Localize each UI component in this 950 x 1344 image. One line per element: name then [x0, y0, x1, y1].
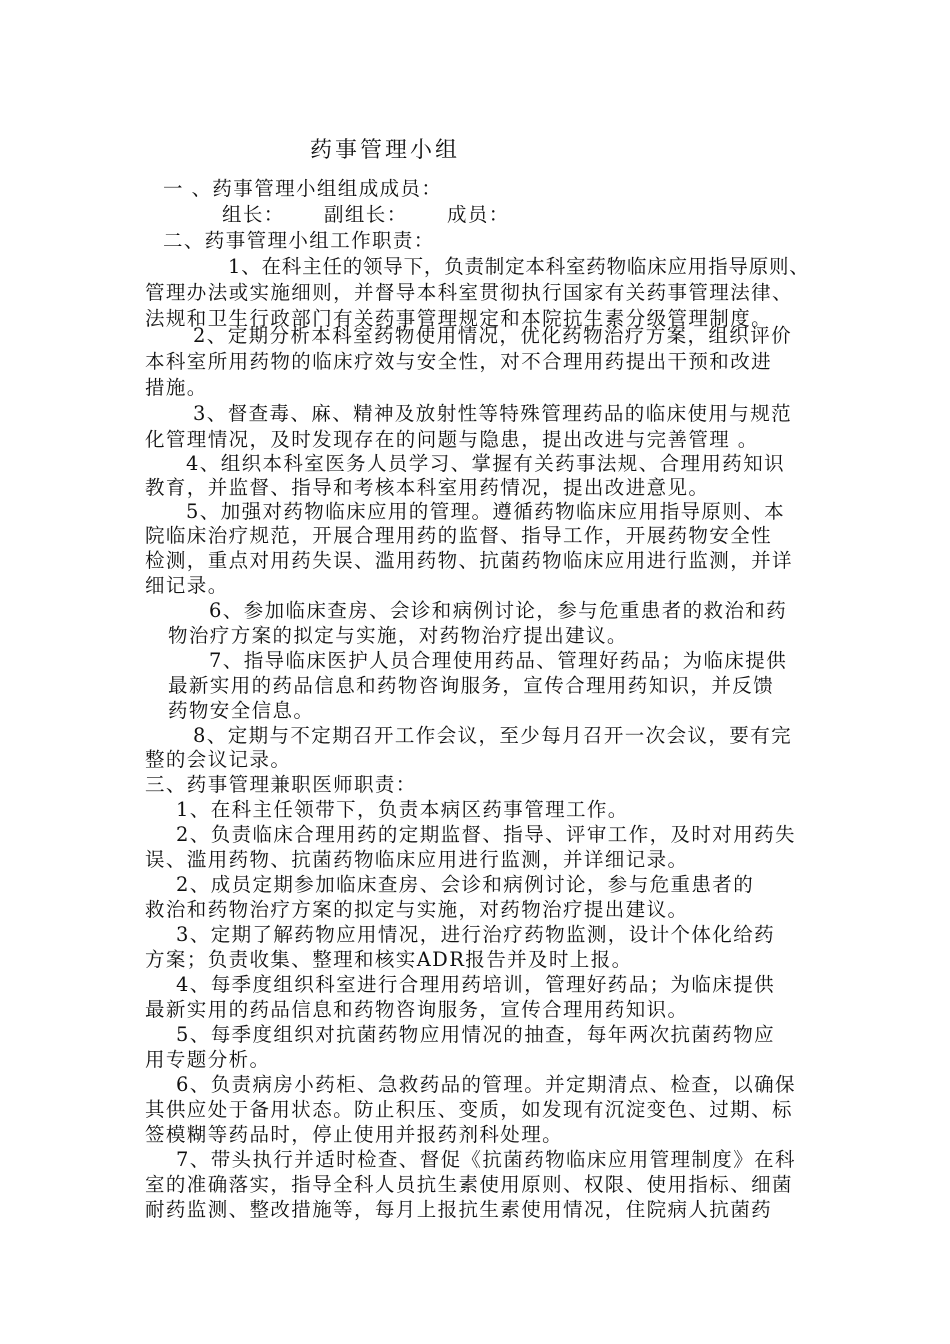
paragraph-line: 4、每季度组织科室进行合理用药培训，管理好药品；为临床提供 — [176, 973, 776, 996]
paragraph-line: 其供应处于备用状态。防止积压、变质，如发现有沉淀变色、过期、标 — [145, 1098, 793, 1121]
paragraph-line: 2、负责临床合理用药的定期监督、指导、评审工作，及时对用药失 — [176, 823, 796, 846]
paragraph-line: 1、在科主任领带下，负责本病区药事管理工作。 — [176, 798, 629, 821]
paragraph-line: 3、督查毒、麻、精神及放射性等特殊管理药品的临床使用与规范 — [193, 402, 793, 425]
paragraph-line: 7、带头执行并适时检查、督促《抗菌药物临床应用管理制度》在科 — [176, 1148, 796, 1171]
paragraph-line: 5、加强对药物临床应用的管理。遵循药物临床应用指导原则、本 — [186, 500, 786, 523]
paragraph-line: 本科室所用药物的临床疗效与安全性，对不合理用药提出干预和改进 — [145, 350, 773, 373]
paragraph-line: 物治疗方案的拟定与实施，对药物治疗提出建议。 — [168, 624, 628, 647]
document-title: 药事管理小组 — [310, 138, 461, 163]
paragraph-line: 院临床治疗规范，开展合理用药的监督、指导工作，开展药物安全性 — [145, 524, 773, 547]
paragraph-line: 2、成员定期参加临床查房、会诊和病例讨论，参与危重患者的 — [176, 873, 755, 896]
paragraph-line: 最新实用的药品信息和药物咨询服务，宣传合理用药知识。 — [145, 998, 689, 1021]
section2-heading: 二、药事管理小组工作职责： — [163, 229, 435, 252]
paragraph-line: 化管理情况，及时发现存在的问题与隐患，提出改进与完善管理 。 — [145, 428, 759, 451]
paragraph-line: 6、参加临床查房、会诊和病例讨论，参与危重患者的救治和药 — [209, 599, 788, 622]
paragraph-line: 药物安全信息。 — [168, 699, 315, 722]
deputy-leader-label: 副组长： — [324, 203, 408, 226]
leader-label: 组长： — [222, 203, 285, 226]
paragraph-line: 3、定期了解药物应用情况，进行治疗药物监测，设计个体化给药 — [176, 923, 776, 946]
paragraph-line: 4、组织本科室医务人员学习、掌握有关药事法规、合理用药知识 — [186, 452, 786, 475]
paragraph-line: 方案；负责收集、整理和核实ADR报告并及时上报。 — [145, 948, 633, 971]
paragraph-line: 检测，重点对用药失误、滥用药物、抗菌药物临床应用进行监测，并详 — [145, 549, 793, 572]
paragraph-line: 措施。 — [145, 376, 208, 399]
paragraph-line: 救治和药物治疗方案的拟定与实施，对药物治疗提出建议。 — [145, 898, 689, 921]
paragraph-line: 耐药监测、整改措施等，每月上报抗生素使用情况，住院病人抗菌药 — [145, 1198, 773, 1221]
paragraph-line: 法规和卫生行政部门有关药事管理规定和本院抗生素分级管理制度。 — [145, 307, 773, 330]
paragraph-line: 整的会议记录。 — [145, 748, 292, 771]
section3-heading: 三、药事管理兼职医师职责： — [145, 773, 417, 796]
member-label: 成员： — [447, 203, 510, 226]
paragraph-line: 室的准确落实，指导全科人员抗生素使用原则、权限、使用指标、细菌 — [145, 1173, 793, 1196]
paragraph-line: 误、滥用药物、抗菌药物临床应用进行监测，并详细记录。 — [145, 848, 689, 871]
paragraph-line: 最新实用的药品信息和药物咨询服务，宣传合理用药知识，并反馈 — [168, 674, 775, 697]
paragraph-line: 2、定期分析本科室药物使用情况，优化药物治疗方案，组织评价 — [193, 324, 793, 347]
paragraph-line: 细记录。 — [145, 574, 229, 597]
paragraph-line: 签模糊等药品时，停止使用并报药剂科处理。 — [145, 1123, 564, 1146]
paragraph-line: 管理办法或实施细则，并督导本科室贯彻执行国家有关药事管理法律、 — [145, 281, 793, 304]
paragraph-line: 1、在科主任的领导下，负责制定本科室药物临床应用指导原则、 — [228, 255, 810, 278]
paragraph-line: 6、负责病房小药柜、急救药品的管理。并定期清点、检查，以确保 — [176, 1073, 796, 1096]
paragraph-line: 8、定期与不定期召开工作会议，至少每月召开一次会议，要有完 — [193, 724, 793, 747]
paragraph-line: 教育，并监督、指导和考核本科室用药情况，提出改进意见。 — [145, 476, 710, 499]
paragraph-line: 用专题分析。 — [145, 1048, 271, 1071]
paragraph-line: 7、指导临床医护人员合理使用药品、管理好药品；为临床提供 — [209, 649, 788, 672]
paragraph-line: 5、每季度组织对抗菌药物应用情况的抽查，每年两次抗菌药物应 — [176, 1023, 776, 1046]
section1-heading: 一 、药事管理小组组成成员： — [163, 177, 443, 200]
